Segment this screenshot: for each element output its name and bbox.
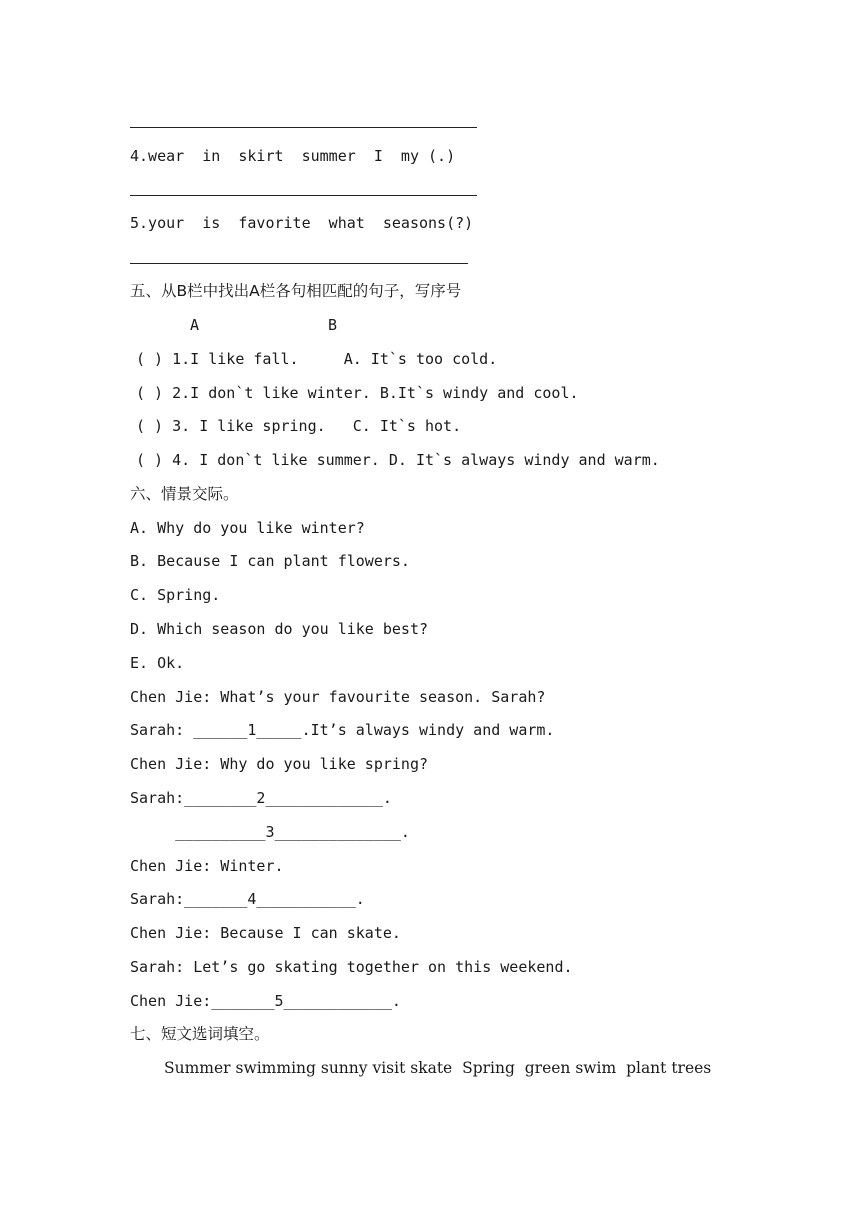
dialogue-line-3: Chen Jie: Why do you like spring? — [130, 755, 429, 773]
dialogue-line-10: Chen Jie:_______5____________. — [130, 992, 401, 1010]
column-a-header: A — [190, 316, 200, 334]
column-b-header: B — [328, 316, 338, 334]
reorder-item-5: 5.your is favorite what seasons(?) — [130, 214, 474, 232]
option-b: B. Because I can plant flowers. — [130, 552, 410, 570]
section6-title: 六、情景交际。 — [130, 485, 239, 503]
dialogue-line-9: Sarah: Let’s go skating together on this weekend. — [130, 958, 573, 976]
reorder-item-4: 4.wear in skirt summer I my (.) — [130, 147, 456, 165]
option-a: A. Why do you like winter? — [130, 519, 365, 537]
word-bank: Summer swimming sunny visit skate Spring green swim plant trees — [164, 1059, 712, 1077]
option-d: D. Which season do you like best? — [130, 620, 429, 638]
answer-line-5 — [130, 263, 468, 264]
answer-line-4 — [130, 195, 477, 196]
match-row-4: ( ) 4. I don`t like summer. D. It`s always windy and warm. — [136, 451, 660, 469]
option-c: C. Spring. — [130, 586, 221, 604]
dialogue-line-4: Sarah:________2_____________. — [130, 789, 392, 807]
section5-title: 五、从B栏中找出A栏各句相匹配的句子，写序号 — [130, 282, 462, 300]
dialogue-line-2: Sarah: ______1_____.It’s always windy and warm. — [130, 721, 555, 739]
dialogue-line-8: Chen Jie: Because I can skate. — [130, 924, 401, 942]
option-e: E. Ok. — [130, 654, 185, 672]
answer-line-3 — [130, 127, 477, 128]
dialogue-line-5: __________3______________. — [130, 823, 410, 841]
match-row-3: ( ) 3. I like spring. C. It`s hot. — [136, 417, 462, 435]
match-row-1: ( ) 1.I like fall. A. It`s too cold. — [136, 350, 498, 368]
section7-title: 七、短文选词填空。 — [130, 1025, 270, 1043]
dialogue-line-6: Chen Jie: Winter. — [130, 857, 284, 875]
dialogue-line-1: Chen Jie: What’s your favourite season. Sarah? — [130, 688, 546, 706]
dialogue-line-7: Sarah:_______4___________. — [130, 890, 365, 908]
match-row-2: ( ) 2.I don`t like winter. B.It`s windy and cool. — [136, 384, 579, 402]
